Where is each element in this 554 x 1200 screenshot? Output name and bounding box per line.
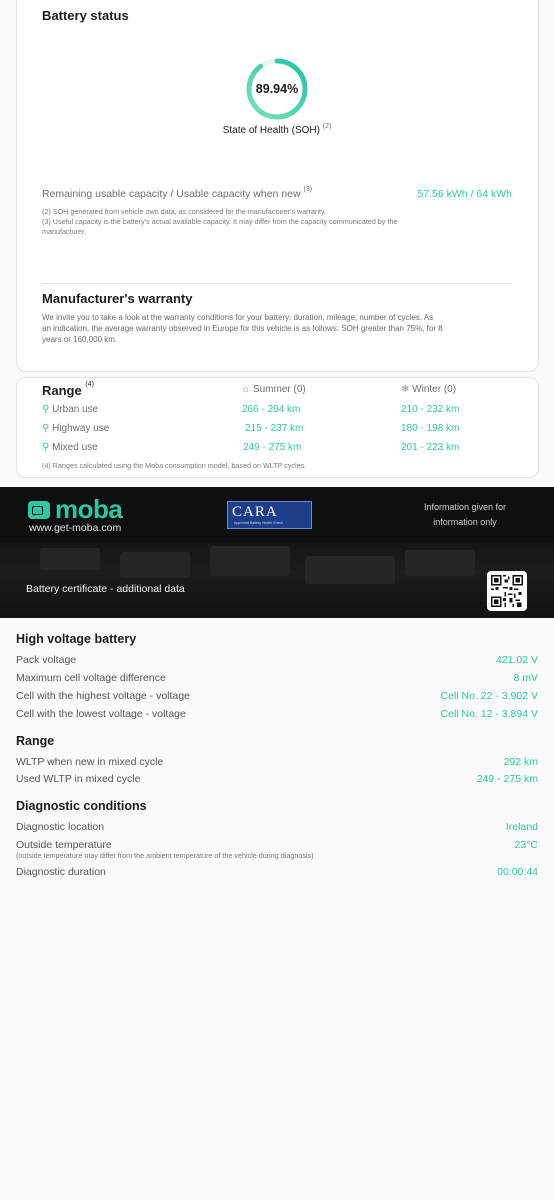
diagnostic-title: Diagnostic conditions [16,799,147,813]
range-extra-title: Range [16,734,55,748]
warranty-line-1: We invite you to take a look at the warranty conditions for your battery: duration, mileage, number of cycles. As [42,313,434,322]
range-row-mixed [42,442,98,453]
moba-banner [0,487,554,618]
footnote-3a: (3) Useful capacity is the battery's actual available capacity. It may differ from the capacity communicated by the [42,217,398,226]
diagnostic-location-value: Ireland [505,821,538,833]
soh-label [0,125,554,136]
range-row-label: Mixed use [52,442,98,453]
location-pin-icon: ⚲ [42,442,50,453]
range-row-label: Highway use [52,423,110,434]
outside-temp-value: 23°C [514,839,538,851]
range-row-label: Urban use [52,404,99,415]
battery-cell-shape [120,552,190,578]
warranty-line-2: an indication, the average warranty observed in Europe for this vehicle is as follows: SOH greater than 75%, for 8 [42,324,443,333]
battery-cell-shape [40,548,100,570]
info-line-1: Information given for [423,502,507,512]
range-winter-value: 210 - 232 km [401,404,460,415]
snowflake-icon: ❄ [401,384,410,395]
range-winter-value: 201 - 223 km [401,442,460,453]
outside-temp-note: (outside temperature may differ from the ambient temperature of the vehicle during diagnosis) [16,851,314,860]
high-voltage-title: High voltage battery [16,632,137,646]
range-summer-value: 215 - 237 km [245,423,304,434]
sun-icon: ☼ [241,384,251,395]
soh-ref: (2) [322,123,332,130]
location-pin-icon: ⚲ [42,423,50,434]
highest-cell-value: Cell No. 22 - 3.902 V [440,690,538,702]
diagnostic-duration-value: 00:00:44 [497,866,538,878]
range-winter-value: 180 - 198 km [401,423,460,434]
wltp-new-label: WLTP when new in mixed cycle [16,756,164,768]
footnote-2: (2) SOH generated from vehicle own data, as considered for the manufacturer's warranty. [42,207,327,216]
wltp-used-label: Used WLTP in mixed cycle [16,773,141,785]
range-footnote: (4) Ranges calculated using the Moba consumption model, based on WLTP cycles. [42,461,307,470]
winter-label: Winter (0) [412,384,457,395]
winter-header [401,384,456,395]
info-disclaimer [400,500,530,530]
battery-cell-shape [405,550,475,576]
summer-header [241,384,306,395]
battery-status-title: Battery status [42,8,129,23]
pack-voltage-label: Pack voltage [16,654,77,666]
capacity-label [42,188,312,200]
capacity-label-text: Remaining usable capacity / Usable capacity when new [42,188,301,200]
moba-logo-icon [28,501,50,519]
warranty-line-3: years or 160,000 km. [42,335,118,344]
summer-label: Summer (0) [252,384,306,395]
moba-logo-text: moba [55,494,123,524]
range-summer-value: 266 - 294 km [242,404,301,415]
range-row-urban [42,404,98,415]
wltp-new-value: 292 km [503,756,538,768]
location-pin-icon: ⚲ [42,404,50,415]
capacity-ref: (3) [303,186,313,193]
banner-background [0,542,554,618]
certificate-title: Battery certificate - additional data [26,583,185,595]
range-ref: (4) [85,381,94,388]
soh-label-text: State of Health (SOH) [222,125,320,136]
max-cell-diff-label: Maximum cell voltage difference [16,672,166,684]
highest-cell-label: Cell with the highest voltage - voltage [16,690,190,702]
battery-cell-shape [210,546,290,576]
battery-cell-shape [305,556,395,584]
diagnostic-location-label: Diagnostic location [16,821,105,833]
capacity-value: 57.56 kWh / 64 kWh [417,188,512,200]
max-cell-diff-value: 8 mV [513,672,538,684]
range-title [42,383,94,398]
cara-subtitle: Approved Battery Health Check [234,521,284,525]
cara-logo-text: CARA [232,504,278,520]
cara-badge [227,501,312,529]
footnote-3b: manufacturer. [42,227,86,236]
lowest-cell-value: Cell No. 12 - 3.894 V [440,708,538,720]
range-row-highway [42,423,109,434]
range-title-text: Range [42,383,82,398]
range-summer-value: 249 - 275 km [243,442,302,453]
info-line-2: information only [433,517,497,527]
wltp-used-value: 249 - 275 km [476,773,538,785]
divider [42,283,512,284]
lowest-cell-label: Cell with the lowest voltage - voltage [16,708,186,720]
pack-voltage-value: 421.02 V [495,654,538,666]
soh-value: 89.94% [255,82,299,96]
moba-url: www.get-moba.com [29,522,122,534]
qr-code-graphic [491,575,523,607]
outside-temp-label: Outside temperature [16,839,112,851]
warranty-title: Manufacturer's warranty [42,291,193,306]
qr-code-icon[interactable] [487,571,527,611]
diagnostic-duration-label: Diagnostic duration [16,866,106,878]
